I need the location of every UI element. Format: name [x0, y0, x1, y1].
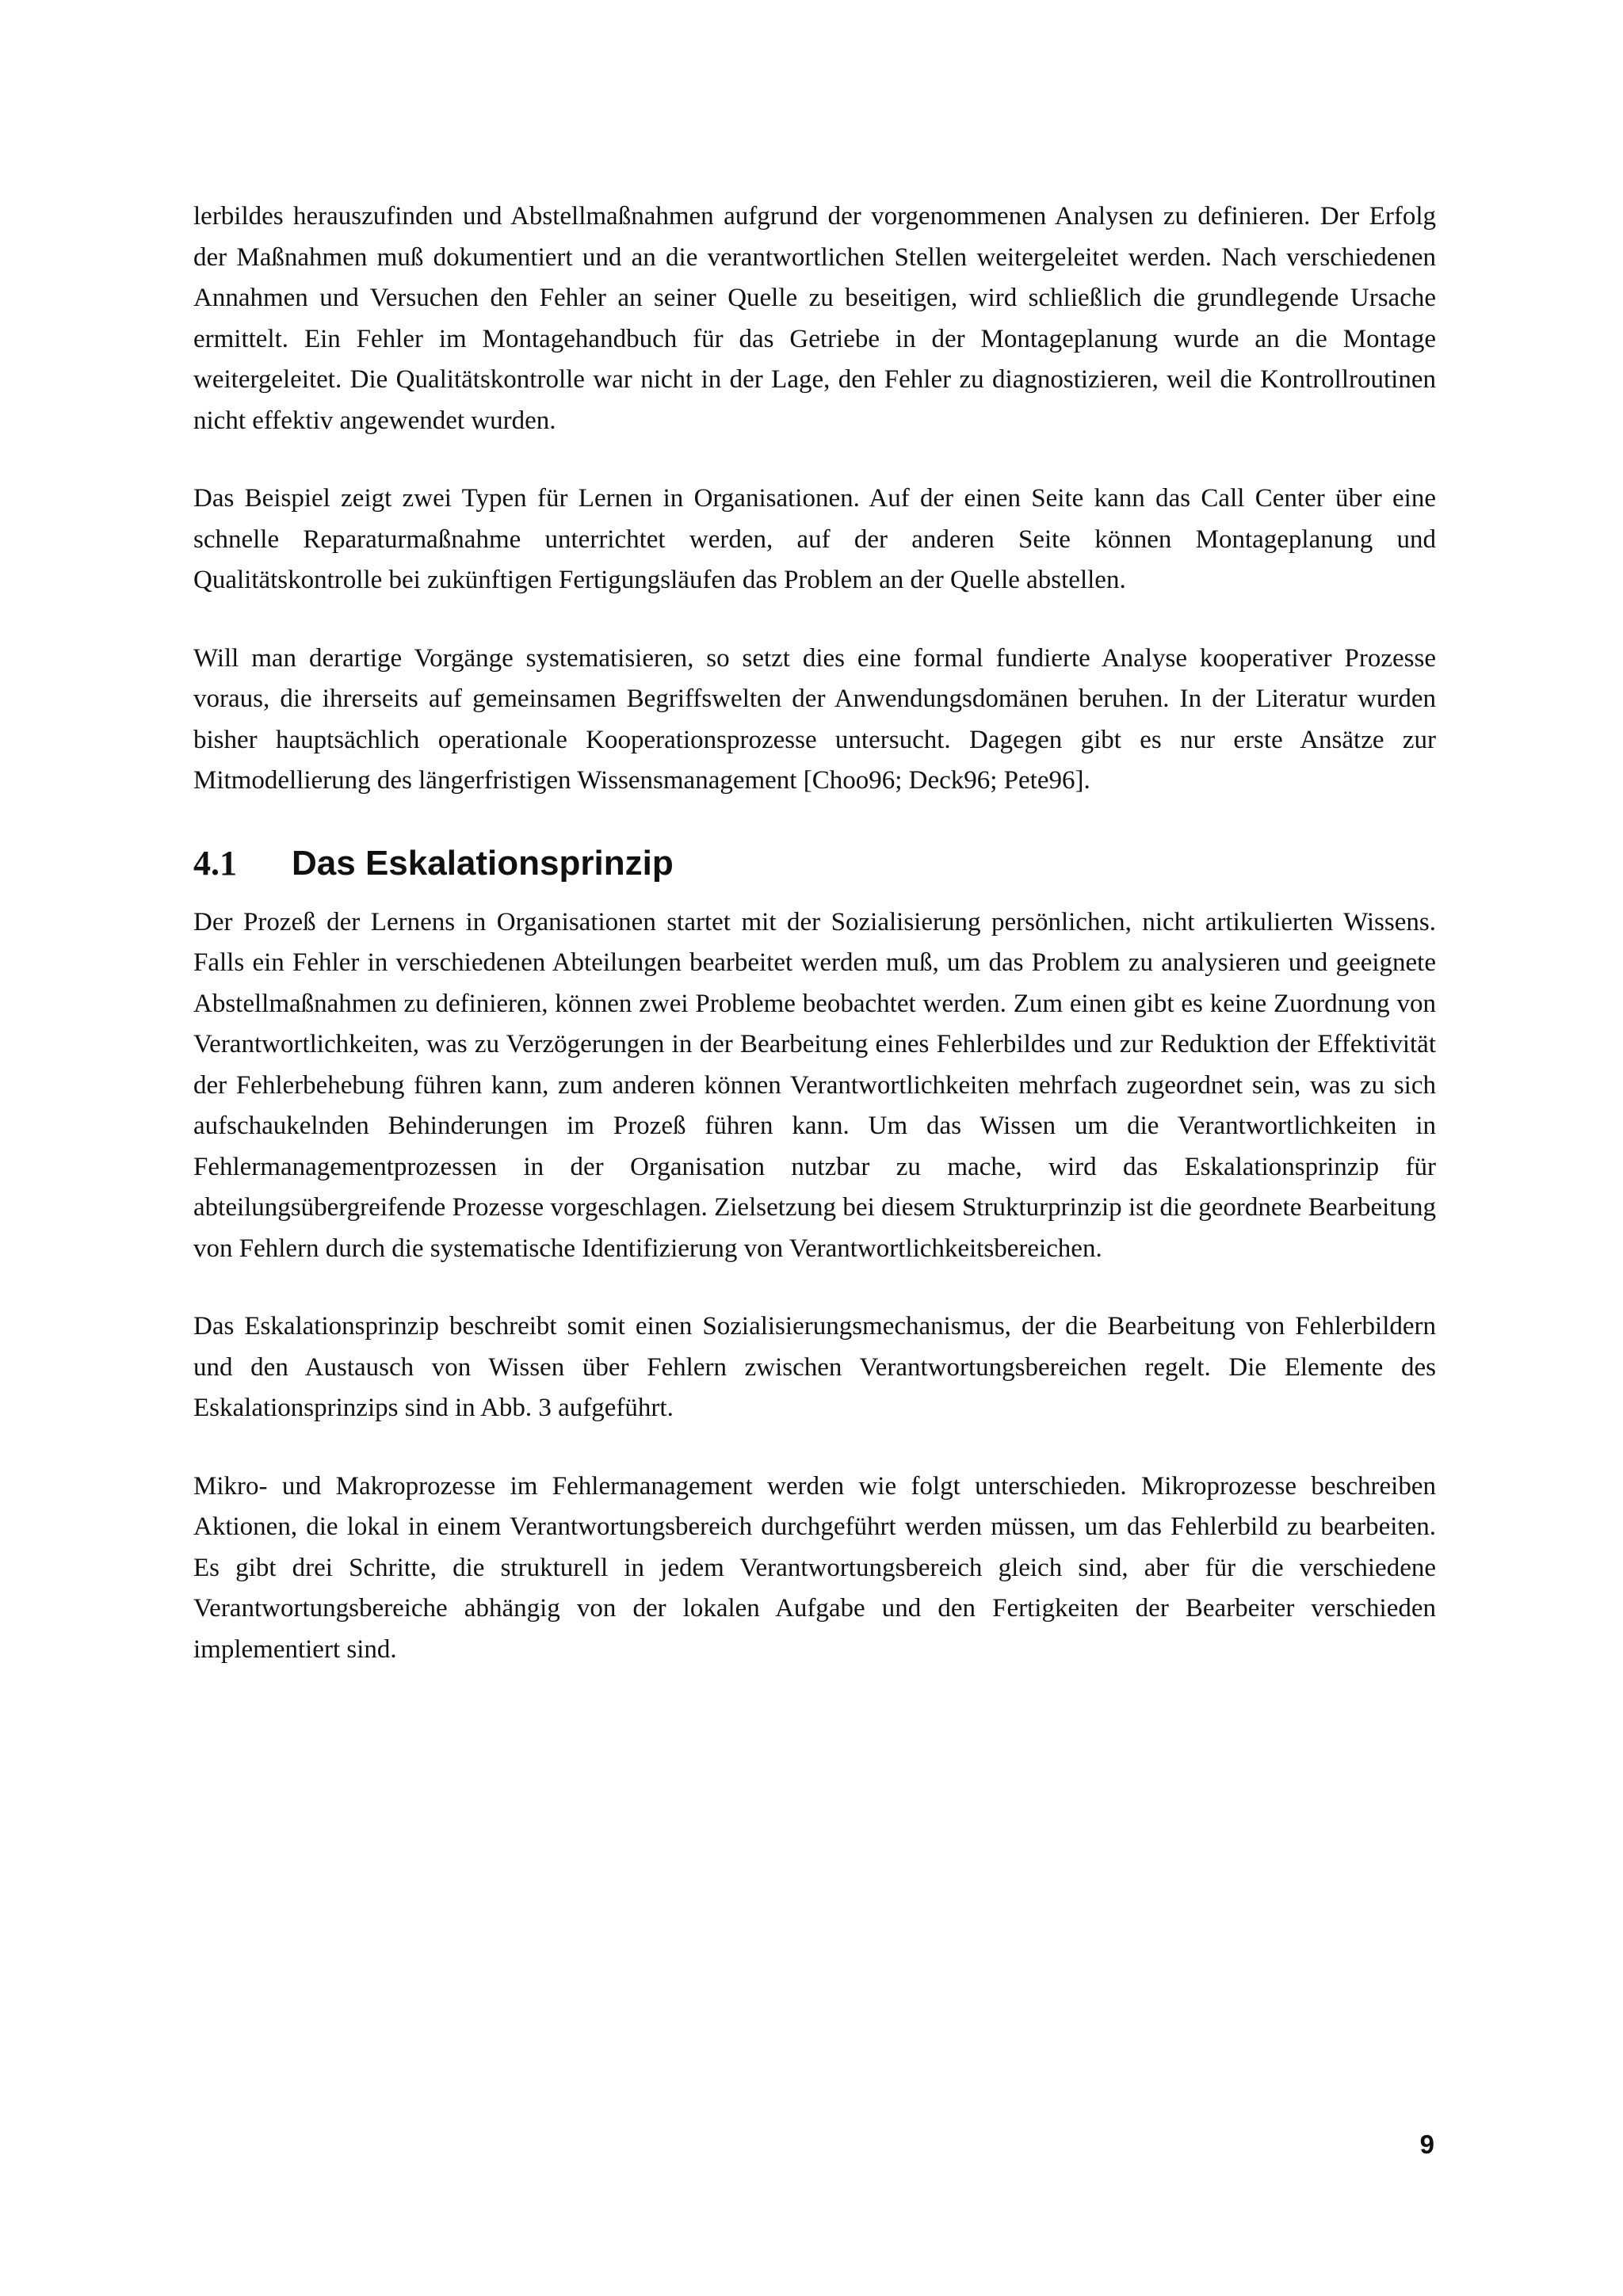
page-content: [193, 196, 1436, 1707]
body-paragraph-4: Der Prozeß der Lernens in Organisationen startet mit der Sozialisierung persönlichen, nicht artikulierten Wissens. Falls ein Fehler in verschiedenen Abteilungen bearbeitet werden muß, um das Problem zu analysieren und geeignete Abstellmaßnahmen zu definieren, können zwei Probleme beobachtet werden. Zum einen gibt es keine Zuordnung von Verantwortlichkeiten, was zu Verzögerungen in der Bearbeitung eines Fehlerbildes und zur Reduktion der Effektivität der Fehlerbehebung führen kann, zum anderen können Verantwortlichkeiten mehrfach zugeordnet sein, was zu sich aufschaukelnden Behinderungen im Prozeß führen kann. Um das Wissen um die Verantwortlichkeiten in Fehlermanagementprozessen in der Organisation nutzbar zu mache, wird das Eskalationsprinzip für abteilungsübergreifende Prozesse vorgeschlagen. Zielsetzung bei diesem Strukturprinzip ist die geordnete Bearbeitung von Fehlern durch die systematische Identifizierung von Verantwortlichkeitsbereichen.: [193, 907, 1436, 1263]
body-paragraph-3: Will man derartige Vorgänge systematisieren, so setzt dies eine formal fundierte Analyse kooperativer Prozesse voraus, die ihrerseits auf gemeinsamen Begriffswelten der Anwendungsdomänen beruhen. In der Literatur wurden bisher hauptsächlich operationale Kooperationsprozesse untersucht. Dagegen gibt es nur erste Ansätze zur Mitmodellierung des längerfristigen Wissensmanagement [Choo96; Deck96; Pete96].: [193, 643, 1436, 795]
section-number: 4.1: [193, 843, 237, 883]
section-title: Das Eskalationsprinzip: [292, 843, 674, 883]
section-heading: [193, 839, 1436, 888]
body-paragraph-1: lerbildes herauszufinden und Abstellmaßnahmen aufgrund der vorgenommenen Analysen zu definieren. Der Erfolg der Maßnahmen muß dokumentiert und an die verantwortlichen Stellen weitergeleitet werden. Nach verschiedenen Annahmen und Versuchen den Fehler an seiner Quelle zu beseitigen, wird schließlich die grundlegende Ursache ermittelt. Ein Fehler im Montagehandbuch für das Getriebe in der Montageplanung wurde an die Montage weitergeleitet. Die Qualitätskontrolle war nicht in der Lage, den Fehler zu diagnostizieren, weil die Kontrollroutinen nicht effektiv angewendet wurden.: [193, 202, 1436, 435]
page-number: 9: [1419, 2130, 1434, 2159]
body-paragraph-6: Mikro- und Makroprozesse im Fehlermanagement werden wie folgt unterschieden. Mikroprozesse beschreiben Aktionen, die lokal in einem Verantwortungsbereich durchgeführt werden müssen, um das Fehlerbild zu bearbeiten. Es gibt drei Schritte, die strukturell in jedem Verantwortungsbereich gleich sind, aber für die verschiedene Verantwortungsbereiche abhängig von der lokalen Aufgabe und den Fertigkeiten der Bearbeiter verschieden implementiert sind.: [193, 1471, 1436, 1664]
body-paragraph-5: Das Eskalationsprinzip beschreibt somit einen Sozialisierungsmechanismus, der die Bearbeitung von Fehlerbildern und den Austausch von Wissen über Fehlern zwischen Verantwortungsbereichen regelt. Die Elemente des Eskalationsprinzips sind in Abb. 3 aufgeführt.: [193, 1312, 1436, 1422]
body-paragraph-2: Das Beispiel zeigt zwei Typen für Lernen in Organisationen. Auf der einen Seite kann das Call Center über eine schnelle Reparaturmaßnahme unterrichtet werden, auf der anderen Seite können Montageplanung und Qualitätskontrolle bei zukünftigen Fertigungsläufen das Problem an der Quelle abstellen.: [193, 484, 1436, 594]
